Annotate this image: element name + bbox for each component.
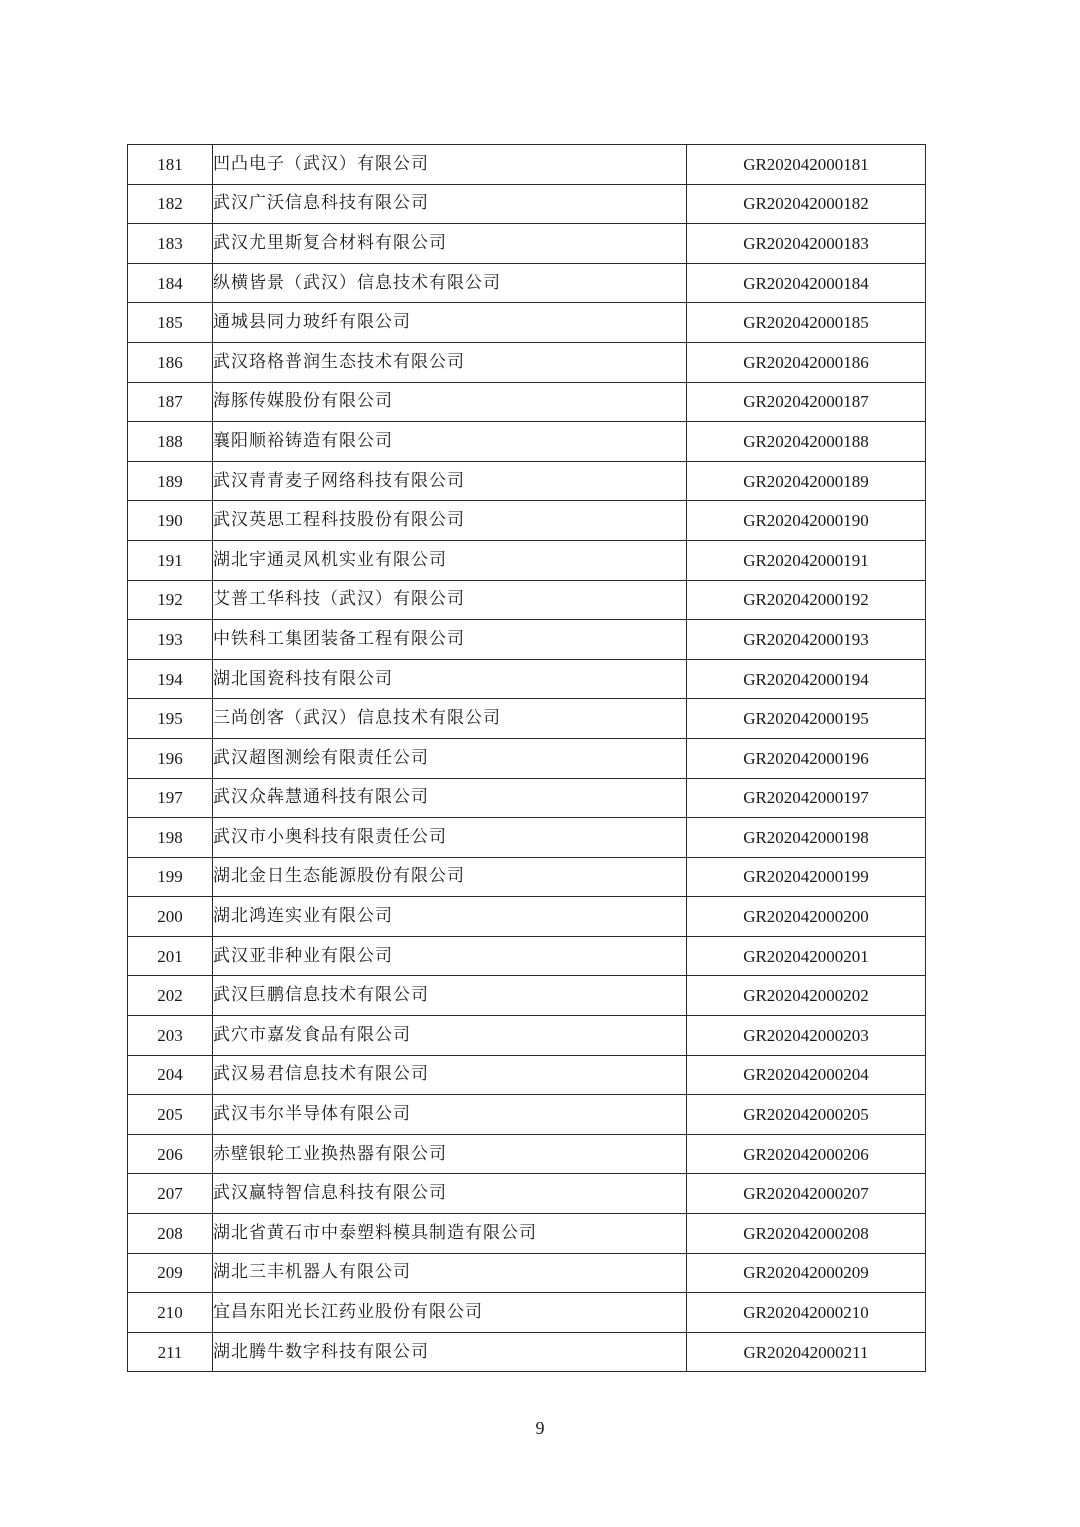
table-row [128, 818, 926, 858]
row-number-cell: 196 [128, 738, 213, 778]
row-number-cell: 209 [128, 1253, 213, 1293]
certificate-code-cell: GR202042000190 [687, 501, 926, 541]
certificate-code-cell: GR202042000188 [687, 422, 926, 462]
row-number-cell: 185 [128, 303, 213, 343]
table-row [128, 1134, 926, 1174]
certificate-code-cell: GR202042000205 [687, 1095, 926, 1135]
company-name-cell: 通城县同力玻纤有限公司 [213, 303, 687, 343]
table-row [128, 620, 926, 660]
table-row [128, 263, 926, 303]
table-row [128, 184, 926, 224]
company-name-cell: 三尚创客（武汉）信息技术有限公司 [213, 699, 687, 739]
company-name-cell: 武汉珞格普润生态技术有限公司 [213, 342, 687, 382]
row-number-cell: 197 [128, 778, 213, 818]
company-table [127, 144, 926, 1372]
table-row [128, 1253, 926, 1293]
company-name-cell: 武汉赢特智信息科技有限公司 [213, 1174, 687, 1214]
row-number-cell: 187 [128, 382, 213, 422]
certificate-code-cell: GR202042000204 [687, 1055, 926, 1095]
company-name-cell: 中铁科工集团装备工程有限公司 [213, 620, 687, 660]
company-name-cell: 武汉广沃信息科技有限公司 [213, 184, 687, 224]
company-name-cell: 襄阳顺裕铸造有限公司 [213, 422, 687, 462]
page-number: 9 [535, 1418, 545, 1438]
row-number-cell: 184 [128, 263, 213, 303]
row-number-cell: 189 [128, 461, 213, 501]
certificate-code-cell: GR202042000181 [687, 145, 926, 185]
certificate-code-cell: GR202042000207 [687, 1174, 926, 1214]
table-row [128, 1055, 926, 1095]
row-number-cell: 203 [128, 1016, 213, 1056]
certificate-code-cell: GR202042000185 [687, 303, 926, 343]
row-number-cell: 191 [128, 540, 213, 580]
table-row [128, 857, 926, 897]
certificate-code-cell: GR202042000182 [687, 184, 926, 224]
table-row [128, 699, 926, 739]
row-number-cell: 192 [128, 580, 213, 620]
row-number-cell: 195 [128, 699, 213, 739]
company-name-cell: 艾普工华科技（武汉）有限公司 [213, 580, 687, 620]
certificate-code-cell: GR202042000186 [687, 342, 926, 382]
row-number-cell: 190 [128, 501, 213, 541]
company-name-cell: 武汉青青麦子网络科技有限公司 [213, 461, 687, 501]
table-row [128, 659, 926, 699]
table-row [128, 382, 926, 422]
row-number-cell: 207 [128, 1174, 213, 1214]
row-number-cell: 206 [128, 1134, 213, 1174]
company-name-cell: 武汉市小奥科技有限责任公司 [213, 818, 687, 858]
certificate-code-cell: GR202042000202 [687, 976, 926, 1016]
certificate-code-cell: GR202042000201 [687, 936, 926, 976]
row-number-cell: 211 [128, 1332, 213, 1372]
table-row [128, 976, 926, 1016]
company-table-body [128, 145, 926, 1372]
company-name-cell: 武汉亚非种业有限公司 [213, 936, 687, 976]
company-name-cell: 湖北三丰机器人有限公司 [213, 1253, 687, 1293]
table-row [128, 897, 926, 937]
table-row [128, 936, 926, 976]
company-name-cell: 湖北国瓷科技有限公司 [213, 659, 687, 699]
certificate-code-cell: GR202042000209 [687, 1253, 926, 1293]
table-row [128, 224, 926, 264]
table-row [128, 1332, 926, 1372]
certificate-code-cell: GR202042000183 [687, 224, 926, 264]
row-number-cell: 204 [128, 1055, 213, 1095]
certificate-code-cell: GR202042000197 [687, 778, 926, 818]
certificate-code-cell: GR202042000199 [687, 857, 926, 897]
company-name-cell: 武汉韦尔半导体有限公司 [213, 1095, 687, 1135]
certificate-code-cell: GR202042000196 [687, 738, 926, 778]
table-row [128, 461, 926, 501]
row-number-cell: 182 [128, 184, 213, 224]
row-number-cell: 199 [128, 857, 213, 897]
row-number-cell: 193 [128, 620, 213, 660]
table-row [128, 1174, 926, 1214]
row-number-cell: 202 [128, 976, 213, 1016]
certificate-code-cell: GR202042000184 [687, 263, 926, 303]
certificate-code-cell: GR202042000193 [687, 620, 926, 660]
table-row [128, 1214, 926, 1254]
row-number-cell: 200 [128, 897, 213, 937]
certificate-code-cell: GR202042000203 [687, 1016, 926, 1056]
table-row [128, 1293, 926, 1333]
row-number-cell: 181 [128, 145, 213, 185]
row-number-cell: 210 [128, 1293, 213, 1333]
certificate-code-cell: GR202042000194 [687, 659, 926, 699]
company-name-cell: 赤壁银轮工业换热器有限公司 [213, 1134, 687, 1174]
company-name-cell: 武汉英思工程科技股份有限公司 [213, 501, 687, 541]
company-name-cell: 宜昌东阳光长江药业股份有限公司 [213, 1293, 687, 1333]
row-number-cell: 205 [128, 1095, 213, 1135]
company-name-cell: 纵横皆景（武汉）信息技术有限公司 [213, 263, 687, 303]
row-number-cell: 208 [128, 1214, 213, 1254]
table-row [128, 580, 926, 620]
row-number-cell: 183 [128, 224, 213, 264]
row-number-cell: 201 [128, 936, 213, 976]
company-name-cell: 武汉巨鹏信息技术有限公司 [213, 976, 687, 1016]
certificate-code-cell: GR202042000187 [687, 382, 926, 422]
certificate-code-cell: GR202042000211 [687, 1332, 926, 1372]
table-row [128, 342, 926, 382]
certificate-code-cell: GR202042000210 [687, 1293, 926, 1333]
certificate-code-cell: GR202042000192 [687, 580, 926, 620]
company-name-cell: 武穴市嘉发食品有限公司 [213, 1016, 687, 1056]
certificate-code-cell: GR202042000206 [687, 1134, 926, 1174]
table-row [128, 778, 926, 818]
company-name-cell: 武汉易君信息技术有限公司 [213, 1055, 687, 1095]
row-number-cell: 186 [128, 342, 213, 382]
certificate-code-cell: GR202042000208 [687, 1214, 926, 1254]
company-name-cell: 湖北金日生态能源股份有限公司 [213, 857, 687, 897]
row-number-cell: 194 [128, 659, 213, 699]
company-name-cell: 海豚传媒股份有限公司 [213, 382, 687, 422]
company-name-cell: 湖北鸿连实业有限公司 [213, 897, 687, 937]
company-name-cell: 武汉众犇慧通科技有限公司 [213, 778, 687, 818]
company-name-cell: 武汉尤里斯复合材料有限公司 [213, 224, 687, 264]
company-name-cell: 湖北省黄石市中泰塑料模具制造有限公司 [213, 1214, 687, 1254]
table-row [128, 303, 926, 343]
table-row [128, 501, 926, 541]
company-name-cell: 凹凸电子（武汉）有限公司 [213, 145, 687, 185]
company-name-cell: 武汉超图测绘有限责任公司 [213, 738, 687, 778]
company-name-cell: 湖北腾牛数字科技有限公司 [213, 1332, 687, 1372]
table-row [128, 738, 926, 778]
certificate-code-cell: GR202042000189 [687, 461, 926, 501]
company-name-cell: 湖北宇通灵风机实业有限公司 [213, 540, 687, 580]
table-row [128, 422, 926, 462]
table-row [128, 1095, 926, 1135]
certificate-code-cell: GR202042000195 [687, 699, 926, 739]
certificate-code-cell: GR202042000191 [687, 540, 926, 580]
certificate-code-cell: GR202042000200 [687, 897, 926, 937]
table-row [128, 145, 926, 185]
row-number-cell: 198 [128, 818, 213, 858]
table-row [128, 540, 926, 580]
row-number-cell: 188 [128, 422, 213, 462]
certificate-code-cell: GR202042000198 [687, 818, 926, 858]
table-row [128, 1016, 926, 1056]
